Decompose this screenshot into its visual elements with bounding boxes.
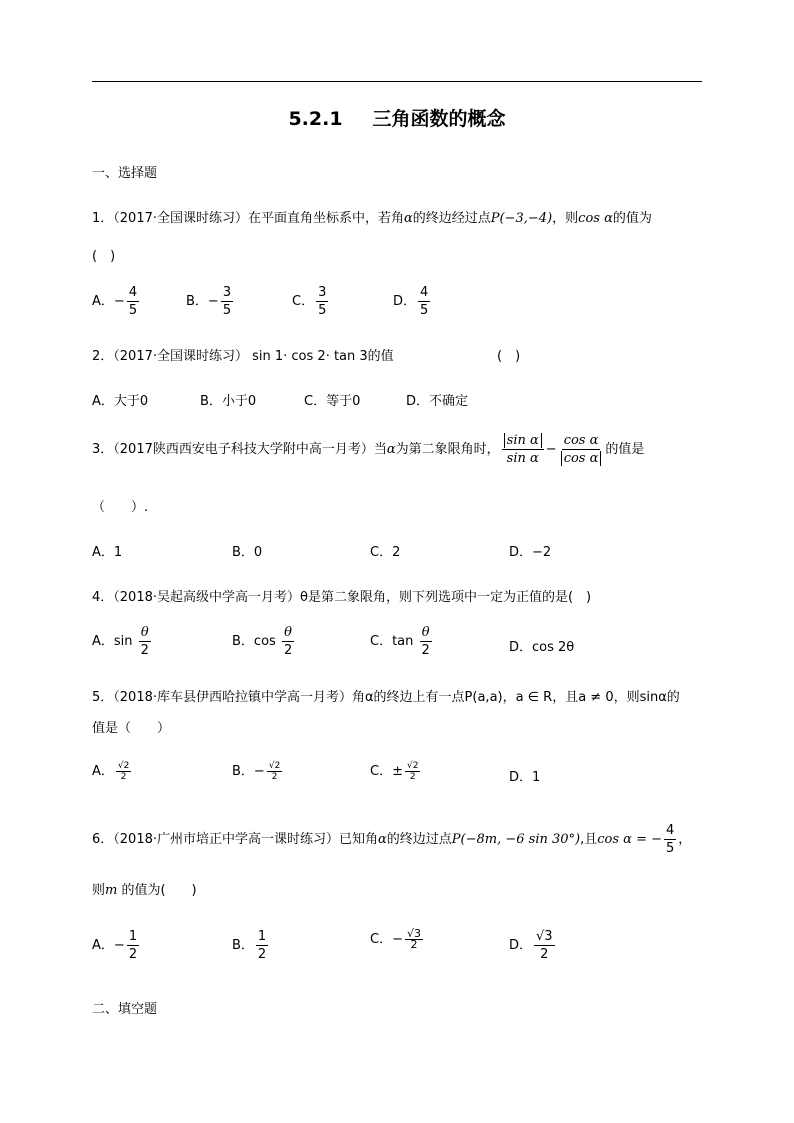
numerator: 3 (222, 285, 232, 300)
question-6-line2 (92, 879, 197, 898)
q4-option-c[interactable] (370, 624, 434, 659)
question-2-stem: 2．（2017·全国课时练习） sin 1· cos 2· tan 3的值 (92, 349, 394, 364)
point-coordinates: P(−8m, −6 sin 30°) (451, 832, 581, 847)
header-rule (92, 81, 702, 82)
denominator: 5 (128, 303, 138, 318)
option-fraction (405, 929, 423, 950)
option-label: A． (92, 938, 114, 953)
equation-fraction (664, 822, 676, 857)
q6-option-b[interactable] (232, 928, 270, 963)
question-5-line1: 5．（2018·库车县伊西哈拉镇中学高一月考）角α的终边上有一点P(a,a)，a ∈ R，且a ≠ 0，则sinα的 (92, 690, 680, 705)
q3-option-b[interactable]: B．0 (232, 545, 263, 560)
q2-option-a[interactable]: A．大于0 (92, 394, 149, 409)
numerator: θ (140, 625, 149, 640)
option-fraction (139, 624, 151, 659)
denominator: 2 (283, 643, 293, 658)
q5-option-a[interactable] (92, 760, 133, 782)
q5-option-d[interactable]: D．1 (509, 770, 541, 785)
q5-option-b[interactable] (232, 760, 284, 782)
denominator: 2 (409, 772, 416, 782)
title-number: 5.2.1 (288, 108, 343, 130)
question-3-stem (92, 432, 644, 467)
q1-after: ，则 (552, 211, 579, 226)
function-name: sin (113, 634, 133, 649)
question-4-stem: 4．（2018·吴起高级中学高一月考）θ是第二象限角，则下列选项中一定为正值的是( ) (92, 590, 592, 605)
denominator: 2 (271, 772, 278, 782)
q6-comma: ， (678, 832, 692, 847)
numerator: √2 (406, 761, 419, 771)
abs-cos-alpha: cos α (561, 451, 602, 466)
option-label: D． (393, 294, 417, 309)
numerator: θ (284, 625, 292, 640)
numerator: √3 (536, 929, 553, 944)
option-label: A． (92, 634, 114, 649)
option-sign: − (113, 938, 125, 953)
option-fraction (420, 624, 432, 659)
denominator: 2 (540, 947, 549, 962)
question-5-line2: 值是（ ） (92, 721, 171, 736)
denominator: 5 (420, 303, 429, 318)
numerator: 1 (128, 929, 138, 944)
option-label: B． (232, 764, 254, 779)
q4-option-b[interactable] (232, 624, 296, 659)
numerator: 4 (666, 823, 675, 838)
numerator: √3 (406, 927, 421, 940)
denominator: 5 (318, 303, 327, 318)
abs-sin-alpha: sin α (504, 433, 542, 448)
q3-option-a[interactable]: A．1 (92, 545, 123, 560)
denominator: 2 (120, 772, 127, 782)
q4-option-d[interactable]: D．cos 2θ (509, 640, 575, 655)
alpha-symbol: α (378, 832, 387, 847)
question-6-stem (92, 822, 691, 857)
denominator: 5 (222, 303, 232, 318)
sin-alpha: sin α (506, 451, 539, 466)
q3-option-d[interactable]: D．−2 (509, 545, 552, 560)
option-fraction (282, 624, 294, 659)
option-label: A． (92, 294, 114, 309)
q4-option-a[interactable] (92, 624, 153, 659)
option-label: C． (292, 294, 315, 309)
option-sign: − (392, 932, 403, 947)
numerator: 1 (257, 929, 267, 944)
q1-end: 的值为 (612, 211, 652, 226)
q2-option-b[interactable]: B．小于0 (200, 394, 257, 409)
question-1-paren: ( ) (92, 249, 116, 264)
option-sign: − (207, 294, 219, 309)
denominator: 2 (140, 643, 149, 658)
q6-line2a: 则 (92, 883, 106, 898)
q1-prefix: 1．（2017·全国课时练习）在平面直角坐标系中，若角 (92, 211, 404, 226)
numerator: 4 (128, 285, 138, 300)
q6-line2b: 的值为( ) (117, 883, 197, 898)
option-fraction (267, 761, 282, 782)
denominator: 2 (421, 643, 430, 658)
title-text: 三角函数的概念 (372, 108, 506, 130)
option-label: B． (232, 938, 254, 953)
q2-option-d[interactable]: D．不确定 (406, 394, 469, 409)
question-3-paren: （ ）. (92, 500, 149, 515)
denominator: 2 (410, 938, 418, 951)
q1-option-c[interactable] (292, 284, 330, 319)
q6-prefix: 6．（2018·广州市培正中学高一课时练习）已知角 (92, 832, 378, 847)
alpha-symbol: α (386, 442, 396, 457)
q3-mid: 为第二象限角时， (395, 442, 500, 457)
option-fraction (256, 928, 268, 963)
option-sign: − (113, 294, 125, 309)
q6-mid: 的终边过点 (386, 832, 452, 847)
numerator: √2 (268, 761, 281, 771)
fraction-abs-sin (502, 432, 544, 467)
denominator: 5 (666, 841, 675, 856)
q2-option-c[interactable]: C．等于0 (304, 394, 361, 409)
numerator: 3 (318, 285, 327, 300)
option-fraction (418, 284, 430, 319)
q6-option-a[interactable] (92, 928, 141, 963)
option-label: A． (92, 764, 114, 779)
function-name: tan (392, 634, 414, 649)
option-label: C． (370, 932, 393, 947)
q3-option-c[interactable]: C．2 (370, 545, 401, 560)
section-heading-fill: 二、填空题 (92, 1002, 158, 1017)
point-coordinates: P(−3,−4) (490, 211, 553, 226)
q1-option-b[interactable] (186, 284, 235, 319)
numerator: √2 (117, 761, 130, 771)
q3-end: 的值是 (605, 442, 645, 457)
option-fraction (221, 284, 233, 319)
q3-prefix: 3．（2017陕西西安电子科技大学附中高一月考）当 (92, 442, 387, 457)
q1-mid: 的终边经过点 (412, 211, 491, 226)
fraction-abs-cos (559, 432, 604, 467)
option-fraction (127, 284, 139, 319)
denominator: 2 (257, 947, 267, 962)
option-label: D． (509, 938, 533, 953)
option-label: C． (370, 764, 393, 779)
option-label: B． (186, 294, 208, 309)
denominator: 2 (128, 947, 138, 962)
q1-option-a[interactable] (92, 284, 141, 319)
m-variable: m (105, 883, 118, 898)
alpha-symbol: α (404, 211, 413, 226)
minus-sign: − (545, 442, 557, 457)
q6-and: ,且 (580, 832, 598, 847)
section-heading-choice: 一、选择题 (92, 166, 158, 181)
q1-option-d[interactable] (393, 284, 432, 319)
cos-alpha-equation: cos α = − (597, 832, 663, 847)
function-name: cos (253, 634, 276, 649)
q6-option-d[interactable] (509, 928, 557, 963)
option-sign: ± (392, 764, 403, 779)
option-fraction (316, 284, 328, 319)
question-2-paren: ( ) (497, 349, 521, 364)
option-label: B． (232, 634, 254, 649)
cos-alpha: cos α (578, 211, 613, 226)
option-fraction (534, 928, 555, 963)
option-fraction (127, 928, 139, 963)
cos-alpha: cos α (563, 433, 599, 448)
question-1-stem (92, 207, 652, 226)
option-label: C． (370, 634, 393, 649)
page-title (0, 104, 794, 131)
q6-option-c[interactable] (370, 928, 425, 950)
option-fraction (116, 761, 131, 782)
numerator: 4 (420, 285, 429, 300)
option-fraction (405, 761, 420, 782)
q5-option-c[interactable] (370, 760, 422, 782)
numerator: θ (421, 625, 430, 640)
option-sign: − (253, 764, 265, 779)
